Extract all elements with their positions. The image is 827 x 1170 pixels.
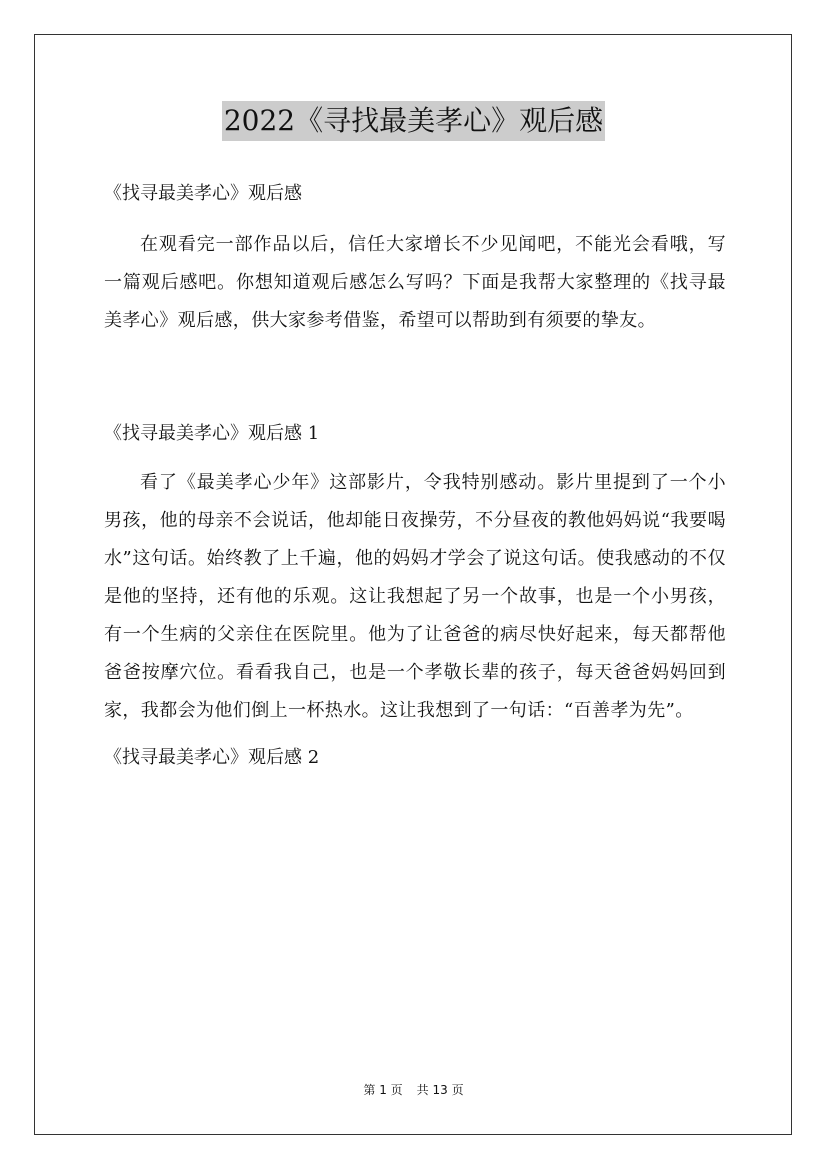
- section-heading: 《找寻最美孝心》观后感 2: [104, 747, 320, 768]
- page-number: 第 1 页: [363, 1083, 403, 1097]
- page-total: 共 13 页: [416, 1083, 464, 1097]
- page-footer: [0, 1082, 827, 1098]
- document-body: [104, 176, 726, 776]
- title-container: [0, 101, 827, 141]
- body-paragraph: 看了《最美孝心少年》这部影片，令我特别感动。影片里提到了一个小男孩，他的母亲不会说话，他却能日夜操劳，不分昼夜的教他妈妈说“我要喝水”这句话。始终教了上千遍，他的妈妈才学会了说这句话。使我感动的不仅是他的坚持，还有他的乐观。这让我想起了另一个故事，也是一个小男孩，有一个生病的父亲住在医院里。他为了让爸爸的病尽快好起来，每天都帮他爸爸按摩穴位。看看我自己，也是一个孝敬长辈的孩子，每天爸爸妈妈回到家，我都会为他们倒上一杯热水。这让我想到了一句话：“百善孝为先”。: [104, 472, 726, 721]
- section-heading: 《找寻最美孝心》观后感 1: [104, 423, 320, 444]
- document-title: 2022《寻找最美孝心》观后感: [222, 101, 605, 141]
- section-heading: 《找寻最美孝心》观后感: [104, 183, 302, 204]
- intro-paragraph: 在观看完一部作品以后，信任大家增长不少见闻吧，不能光会看哦，写一篇观后感吧。你想知道观后感怎么写吗？下面是我帮大家整理的《找寻最美孝心》观后感，供大家参考借鉴，希望可以帮助到有须要的挚友。: [104, 234, 726, 331]
